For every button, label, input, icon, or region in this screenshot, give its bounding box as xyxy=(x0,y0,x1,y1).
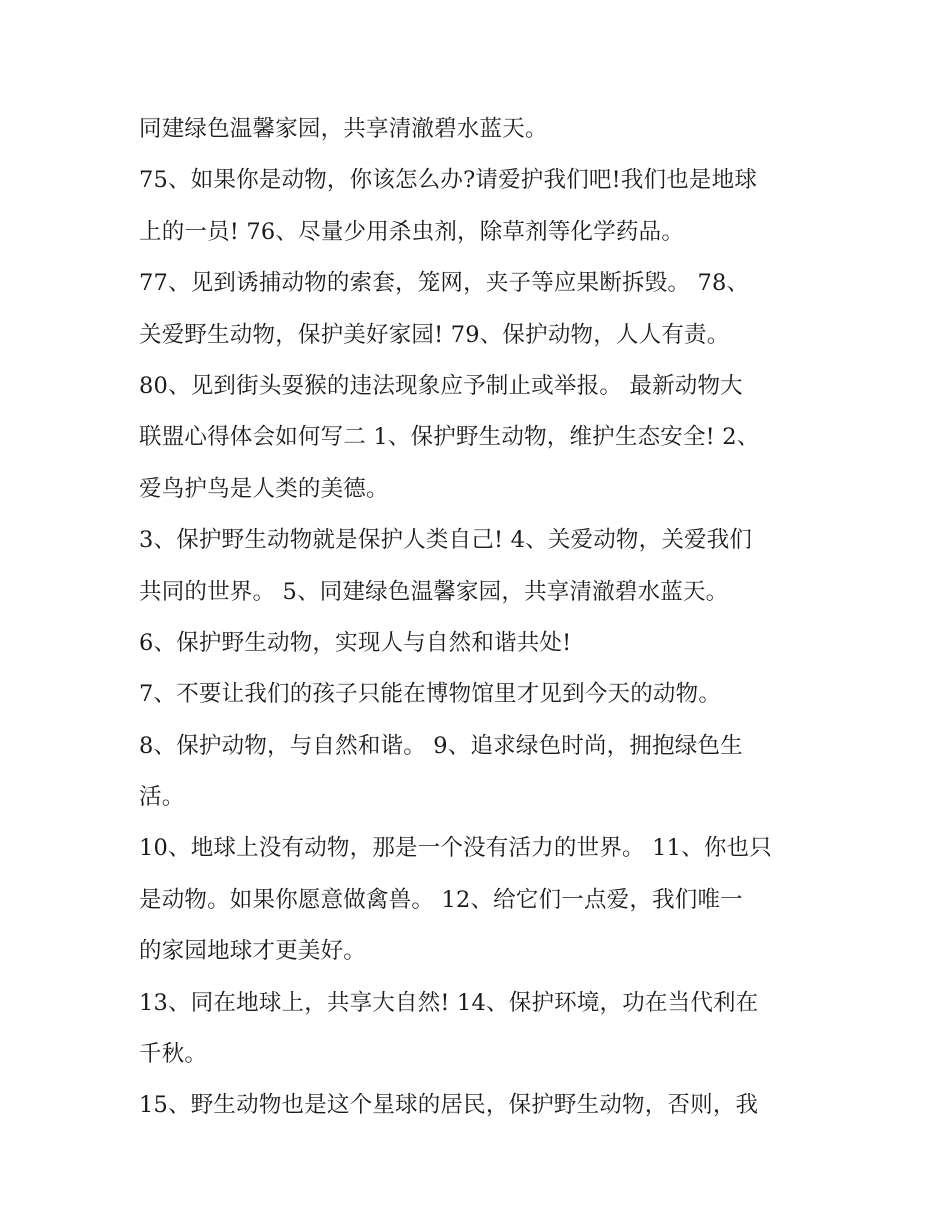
text-line: 80、见到街头耍猴的违法现象应予制止或举报。 最新动物大 xyxy=(139,372,743,399)
text-line: 10、地球上没有动物，那是一个没有活力的世界。 11、你也只 xyxy=(139,835,772,862)
text-line: 千秋。 xyxy=(139,1041,208,1068)
text-line: 3、保护野生动物就是保护人类自己! 4、关爱动物，关爱我们 xyxy=(139,527,753,554)
text-line: 活。 xyxy=(139,784,185,811)
text-line: 共同的世界。 5、同建绿色温馨家园，共享清澈碧水蓝天。 xyxy=(139,578,729,605)
text-line: 爱鸟护鸟是人类的美德。 xyxy=(139,475,389,502)
body-text xyxy=(139,104,819,1132)
text-line: 7、不要让我们的孩子只能在博物馆里才见到今天的动物。 xyxy=(139,681,722,708)
text-line: 8、保护动物，与自然和谐。 9、追求绿色时尚，拥抱绿色生 xyxy=(139,732,743,759)
text-line: 6、保护野生动物，实现人与自然和谐共处! xyxy=(139,629,572,656)
text-line: 关爱野生动物，保护美好家园! 79、保护动物，人人有责。 xyxy=(139,321,730,348)
text-line: 联盟心得体会如何写二 1、保护野生动物，维护生态安全! 2、 xyxy=(139,424,760,451)
text-line: 77、见到诱捕动物的索套，笼网，夹子等应果断拆毁。 78、 xyxy=(139,270,750,297)
text-line: 的家园地球才更美好。 xyxy=(139,938,367,965)
text-line: 13、同在地球上，共享大自然! 14、保护环境，功在当代利在 xyxy=(139,989,759,1016)
text-line: 同建绿色温馨家园，共享清澈碧水蓝天。 xyxy=(139,116,548,142)
text-line: 上的一员! 76、尽量少用杀虫剂，除草剂等化学药品。 xyxy=(139,218,685,245)
text-line: 75、如果你是动物，你该怎么办?请爱护我们吧!我们也是地球 xyxy=(139,167,758,194)
text-line: 是动物。如果你愿意做禽兽。 12、给它们一点爱，我们唯一 xyxy=(139,886,743,913)
text-line: 15、野生动物也是这个星球的居民，保护野生动物，否则，我 xyxy=(139,1092,759,1119)
